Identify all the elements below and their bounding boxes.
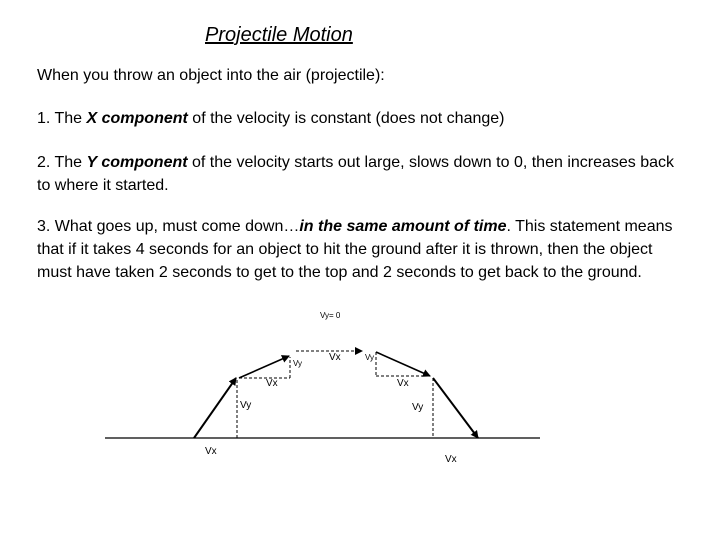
point-3-prefix: 3. What goes up, must come down…	[37, 218, 300, 235]
point-3-suffix: . This statement means that if it takes 4 seconds for an object to hit the ground after it is thrown, then the object must have taken 2 seconds to get to the top and 2 seconds to get back to the ground.	[37, 218, 673, 281]
velocity-arrow-2	[239, 356, 289, 378]
vx-label-3: Vx	[397, 378, 409, 389]
vx-label-top: Vx	[329, 352, 341, 363]
intro-text: When you throw an object into the air (projectile):	[37, 67, 385, 84]
point-2-suffix: of the velocity starts out large, slows down to 0, then increases back to where it started.	[37, 154, 675, 194]
vx-label-4: Vx	[445, 454, 457, 465]
vy-label-3: Vy	[365, 353, 375, 362]
page-title: Projectile Motion	[205, 24, 353, 46]
vx-label-2: Vx	[266, 378, 278, 389]
vx-label-1: Vx	[205, 446, 217, 457]
velocity-arrow-4	[433, 378, 478, 438]
point-1-emphasis: X component	[86, 110, 188, 127]
point-3-emphasis: in the same amount of time	[299, 218, 507, 235]
vy-zero-label: Vy= 0	[320, 311, 341, 320]
vy-label-1: Vy	[240, 400, 252, 411]
point-1-suffix: of the velocity is constant (does not change)	[187, 110, 505, 127]
velocity-arrow-3	[376, 352, 430, 376]
point-2-emphasis: Y component	[86, 154, 188, 171]
vy-label-2: Vy	[293, 359, 303, 368]
point-2-prefix: 2. The	[37, 154, 87, 171]
point-1-prefix: 1. The	[37, 110, 87, 127]
velocity-arrow-1	[194, 378, 236, 438]
vy-label-4: Vy	[412, 402, 424, 413]
